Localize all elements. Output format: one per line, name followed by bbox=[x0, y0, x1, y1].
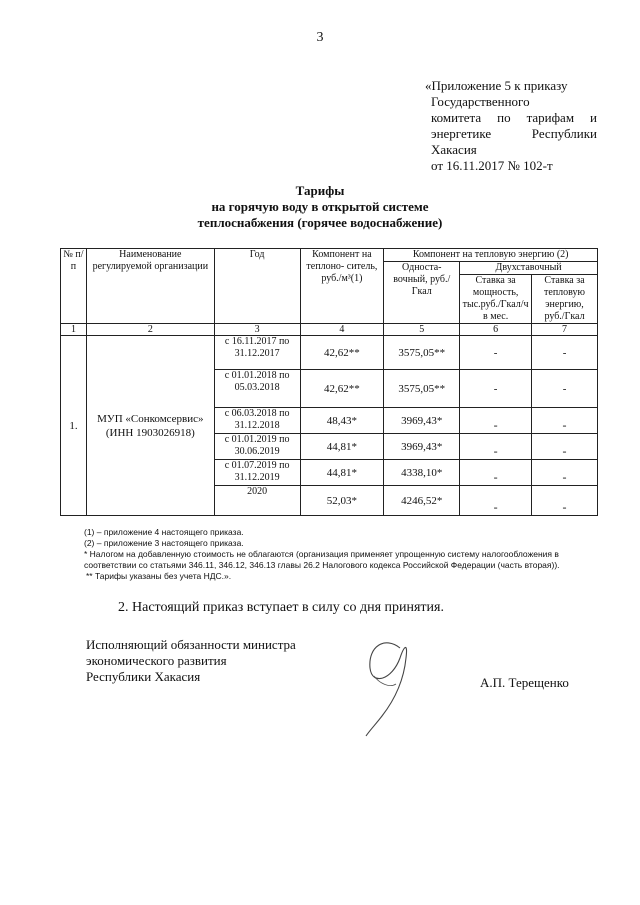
energy-rate-value: - bbox=[532, 460, 598, 486]
title-line: теплоснабжения (горячее водоснабжение) bbox=[197, 215, 443, 230]
one-part-value: 3575,05** bbox=[384, 336, 460, 370]
energy-rate-value: - bbox=[532, 486, 598, 516]
carrier-value: 42,62** bbox=[300, 370, 384, 408]
carrier-value: 48,43* bbox=[300, 408, 384, 434]
appendix-line: от 16.11.2017 № 102-т bbox=[431, 158, 553, 173]
handwritten-signature bbox=[330, 618, 450, 738]
footnote: (2) – приложение 3 настоящего приказа. bbox=[84, 538, 244, 548]
header-year: Год bbox=[214, 249, 300, 324]
carrier-value: 42,62** bbox=[300, 336, 384, 370]
header-carrier-component: Компонент на теплоно- ситель, руб./м³(1) bbox=[300, 249, 384, 324]
column-number: 5 bbox=[384, 324, 460, 336]
power-rate-value: - bbox=[460, 370, 532, 408]
appendix-line: энергетике Республики bbox=[431, 126, 597, 141]
period-cell: с 01.07.2019 по 31.12.2019 bbox=[214, 460, 300, 486]
appendix-line: «Приложение 5 к приказу bbox=[425, 78, 568, 93]
energy-rate-value: - bbox=[532, 336, 598, 370]
appendix-line: Государственного bbox=[431, 94, 530, 109]
column-number: 1 bbox=[61, 324, 87, 336]
carrier-value: 52,03* bbox=[300, 486, 384, 516]
signatory-line: Исполняющий обязанности министра bbox=[86, 637, 296, 652]
footnote: * Налогом на добавленную стоимость не облагаются (организация применяет упрощенную систему налогообложения в соответствии со статьями 346.11, 346.12, 346.13 главы 26.2 Налогового кодекса Российской Федерации (часть вторая)). bbox=[84, 549, 560, 570]
header-num: № п/п bbox=[61, 249, 87, 324]
period-cell: с 06.03.2018 по 31.12.2018 bbox=[214, 408, 300, 434]
period-cell: с 01.01.2018 по 05.03.2018 bbox=[214, 370, 300, 408]
period-cell: с 01.01.2019 по 30.06.2019 bbox=[214, 434, 300, 460]
column-number: 7 bbox=[532, 324, 598, 336]
carrier-value: 44,81* bbox=[300, 460, 384, 486]
footnotes bbox=[84, 527, 604, 582]
title-line: на горячую воду в открытой системе bbox=[211, 199, 429, 214]
page-number: 3 bbox=[316, 30, 324, 45]
organization-name: МУП «Сонкомсервис» (ИНН 1903026918) bbox=[86, 336, 214, 516]
column-number: 3 bbox=[214, 324, 300, 336]
header-energy-component: Компонент на тепловую энергию (2) bbox=[384, 249, 598, 262]
header-organization: Наименование регулируемой организации bbox=[86, 249, 214, 324]
appendix-line: комитета по тарифам и bbox=[431, 110, 597, 125]
title-line: Тарифы bbox=[295, 183, 345, 198]
header-energy-rate: Ставка за тепловую энергию, руб./Гкал bbox=[532, 275, 598, 324]
power-rate-value: - bbox=[460, 434, 532, 460]
signatory-line: Республики Хакасия bbox=[86, 669, 201, 684]
one-part-value: 3969,43* bbox=[384, 434, 460, 460]
row-number: 1. bbox=[61, 336, 87, 516]
power-rate-value: - bbox=[460, 408, 532, 434]
one-part-value: 3575,05** bbox=[384, 370, 460, 408]
power-rate-value: - bbox=[460, 486, 532, 516]
signatory-position bbox=[86, 637, 296, 685]
carrier-value: 44,81* bbox=[300, 434, 384, 460]
footnote: (1) – приложение 4 настоящего приказа. bbox=[84, 527, 244, 537]
header-two-part-rate: Двухставочный bbox=[460, 262, 598, 275]
footnote: ** Тарифы указаны без учета НДС.». bbox=[86, 571, 232, 581]
document-title bbox=[0, 183, 640, 231]
effective-clause: 2. Настоящий приказ вступает в силу со дня принятия. bbox=[118, 600, 444, 615]
header-power-rate: Ставка за мощность, тыс.руб./Гкал/ч в мес. bbox=[460, 275, 532, 324]
table-row bbox=[61, 336, 598, 370]
one-part-value: 3969,43* bbox=[384, 408, 460, 434]
appendix-line: Хакасия bbox=[431, 142, 477, 157]
energy-rate-value: - bbox=[532, 408, 598, 434]
power-rate-value: - bbox=[460, 460, 532, 486]
period-cell: с 16.11.2017 по 31.12.2017 bbox=[214, 336, 300, 370]
energy-rate-value: - bbox=[532, 370, 598, 408]
period-cell: 2020 bbox=[214, 486, 300, 516]
header-one-part-rate: Односта- вочный, руб./Гкал bbox=[384, 262, 460, 324]
appendix-reference bbox=[425, 78, 597, 174]
column-number: 6 bbox=[460, 324, 532, 336]
one-part-value: 4246,52* bbox=[384, 486, 460, 516]
tariff-table bbox=[60, 248, 598, 516]
column-number: 2 bbox=[86, 324, 214, 336]
signatory-line: экономического развития bbox=[86, 653, 227, 668]
one-part-value: 4338,10* bbox=[384, 460, 460, 486]
column-number: 4 bbox=[300, 324, 384, 336]
signatory-name: А.П. Терещенко bbox=[480, 675, 569, 690]
energy-rate-value: - bbox=[532, 434, 598, 460]
power-rate-value: - bbox=[460, 336, 532, 370]
